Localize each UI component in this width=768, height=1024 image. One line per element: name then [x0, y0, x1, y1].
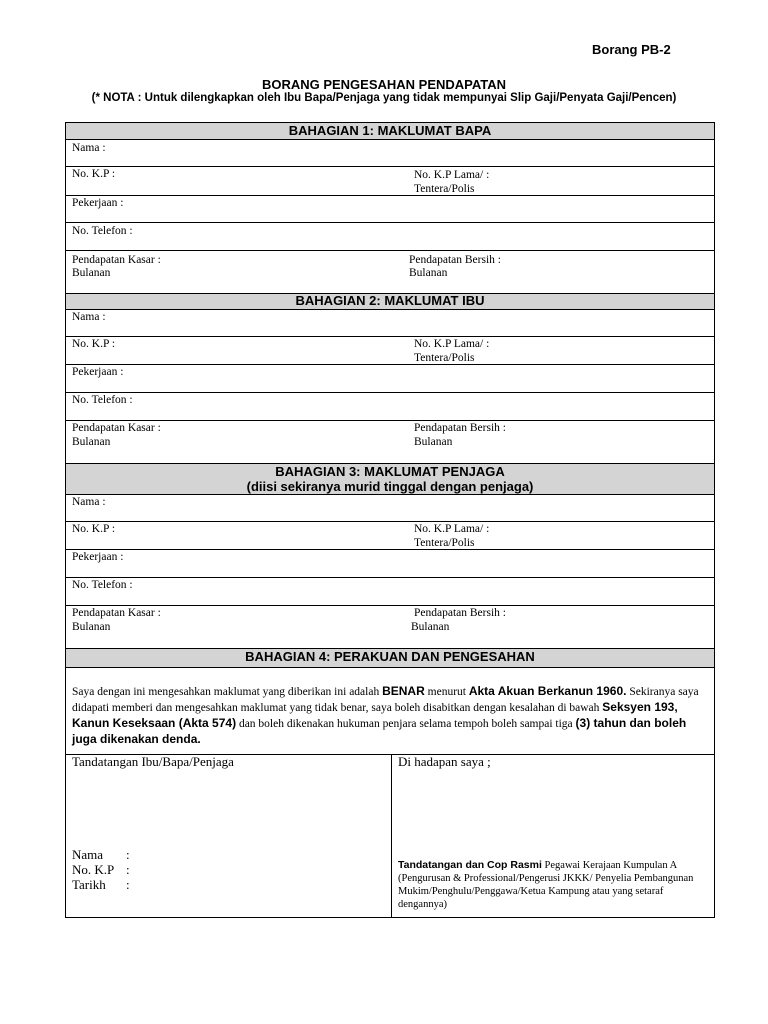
section1-pekerjaan-label: Pekerjaan :: [72, 197, 124, 209]
section1-pendapatan-row[interactable]: [66, 251, 714, 293]
decl-part-2: menurut: [424, 686, 469, 698]
decl-bold-akta: Akta Akuan Berkanun 1960.: [468, 684, 627, 698]
section2-kp-row[interactable]: [66, 337, 714, 365]
decl-part-4: dan boleh dikenakan hukuman penjara selama tempoh boleh sampai tiga: [236, 718, 576, 730]
section1-nama-label: Nama :: [72, 142, 106, 154]
section3-pendapatan-row[interactable]: [66, 606, 714, 648]
section1-tentera-label: Tentera/Polis: [414, 183, 475, 195]
signature-fields: [72, 847, 130, 892]
section2-nama-label: Nama :: [72, 311, 106, 323]
declaration-text: [72, 684, 709, 748]
section2-nama-row[interactable]: [66, 310, 714, 337]
section3-pekerjaan-label: Pekerjaan :: [72, 551, 124, 563]
witness-title: Di hadapan saya ;: [398, 754, 491, 769]
section3-bersih-bulanan: Bulanan: [411, 621, 450, 633]
section1-pekerjaan-row[interactable]: [66, 196, 714, 223]
section1-kp-label: No. K.P :: [72, 168, 116, 180]
witness-text: Pegawai Kerajaan Kumpulan A (Pengurusan & Professional/Pengerusi JKKK/ Penyelia Pembangunan Mukim/Penghulu/Penggawa/Ketua Kampung atau yang setaraf dengannya): [398, 860, 694, 910]
decl-bold-benar: BENAR: [382, 684, 425, 698]
section1-kp-row[interactable]: [66, 167, 714, 196]
section2-header: BAHAGIAN 2: MAKLUMAT IBU: [66, 293, 714, 310]
sig-kp-label: No. K.P: [72, 862, 115, 877]
section2-tentera-label: Tentera/Polis: [414, 352, 475, 364]
decl-bold-tahun: (3) tahun dan boleh juga dikenakan denda.: [72, 716, 687, 746]
section2-kasar-bulanan: Bulanan: [72, 436, 111, 448]
section1-bersih-bulanan: Bulanan: [409, 267, 448, 279]
section2-kasar-label: Pendapatan Kasar :: [72, 422, 161, 434]
section4-header: BAHAGIAN 4: PERAKUAN DAN PENGESAHAN: [66, 648, 714, 668]
decl-part-3: Sekiranya saya didapati memberi dan mengesahkan maklumat yang tidak benar, saya boleh disabitkan dengan kesalahan di bawah: [72, 686, 699, 714]
section3-nama-row[interactable]: [66, 495, 714, 522]
section1-nama-row[interactable]: [66, 140, 714, 167]
sig-tarikh-colon: :: [126, 877, 130, 892]
form-box: [65, 122, 715, 918]
witness-bold: Tandatangan dan Cop Rasmi: [398, 859, 542, 871]
section2-bersih-bulanan: Bulanan: [414, 436, 453, 448]
section1-header: BAHAGIAN 1: MAKLUMAT BAPA: [66, 123, 714, 140]
sig-nama-label: Nama: [72, 847, 104, 862]
sig-nama-colon: :: [126, 847, 130, 862]
section3-kasar-label: Pendapatan Kasar :: [72, 607, 161, 619]
sig-tarikh-line[interactable]: [72, 877, 130, 892]
section2-kp-label: No. K.P :: [72, 338, 116, 350]
form-code: Borang PB-2: [592, 42, 671, 57]
decl-part-1: Saya dengan ini mengesahkan maklumat yang diberikan ini adalah: [72, 686, 383, 698]
section1-kasar-bulanan: Bulanan: [72, 267, 111, 279]
section1-kasar-label: Pendapatan Kasar :: [72, 254, 161, 266]
sig-nama-line[interactable]: [72, 847, 130, 862]
section1-telefon-label: No. Telefon :: [72, 225, 133, 237]
section1-bersih-label: Pendapatan Bersih :: [409, 254, 501, 266]
sig-kp-line[interactable]: [72, 862, 130, 877]
section2-bersih-label: Pendapatan Bersih :: [414, 422, 506, 434]
parent-signature-title: Tandatangan Ibu/Bapa/Penjaga: [72, 754, 234, 769]
section3-telefon-label: No. Telefon :: [72, 579, 133, 591]
section3-pekerjaan-row[interactable]: [66, 550, 714, 578]
section3-telefon-row[interactable]: [66, 578, 714, 606]
section3-header-title: BAHAGIAN 3: MAKLUMAT PENJAGA: [275, 464, 505, 479]
section3-kasar-bulanan: Bulanan: [72, 621, 111, 633]
section2-telefon-label: No. Telefon :: [72, 394, 133, 406]
witness-description: [398, 859, 710, 911]
section1-telefon-row[interactable]: [66, 223, 714, 251]
section3-bersih-label: Pendapatan Bersih :: [414, 607, 506, 619]
sig-tarikh-label: Tarikh: [72, 877, 106, 892]
section1-kp-lama-label: No. K.P Lama/ :: [414, 169, 490, 181]
form-title: BORANG PENGESAHAN PENDAPATAN: [261, 77, 507, 92]
decl-bold-seksyen: Seksyen 193, Kanun Keseksaan (Akta 574): [72, 700, 678, 730]
section3-kp-label: No. K.P :: [72, 523, 116, 535]
section3-tentera-label: Tentera/Polis: [414, 537, 475, 549]
form-note: (* NOTA : Untuk dilengkapkan oleh Ibu Bapa/Penjaga yang tidak mempunyai Slip Gaji/Penyata Gaji/Pencen): [91, 92, 677, 104]
section3-header: [66, 463, 714, 495]
witness-signature-area[interactable]: [392, 754, 715, 918]
section3-kp-row[interactable]: [66, 522, 714, 550]
section2-pekerjaan-row[interactable]: [66, 365, 714, 393]
parent-signature-area[interactable]: [66, 754, 391, 918]
section2-pekerjaan-label: Pekerjaan :: [72, 366, 124, 378]
section3-kp-lama-label: No. K.P Lama/ :: [414, 523, 490, 535]
section2-kp-lama-label: No. K.P Lama/ :: [414, 338, 490, 350]
sig-kp-colon: :: [126, 862, 130, 877]
section2-pendapatan-row[interactable]: [66, 421, 714, 463]
section3-header-subtitle: (diisi sekiranya murid tinggal dengan penjaga): [246, 479, 534, 494]
section3-nama-label: Nama :: [72, 496, 106, 508]
section2-telefon-row[interactable]: [66, 393, 714, 421]
